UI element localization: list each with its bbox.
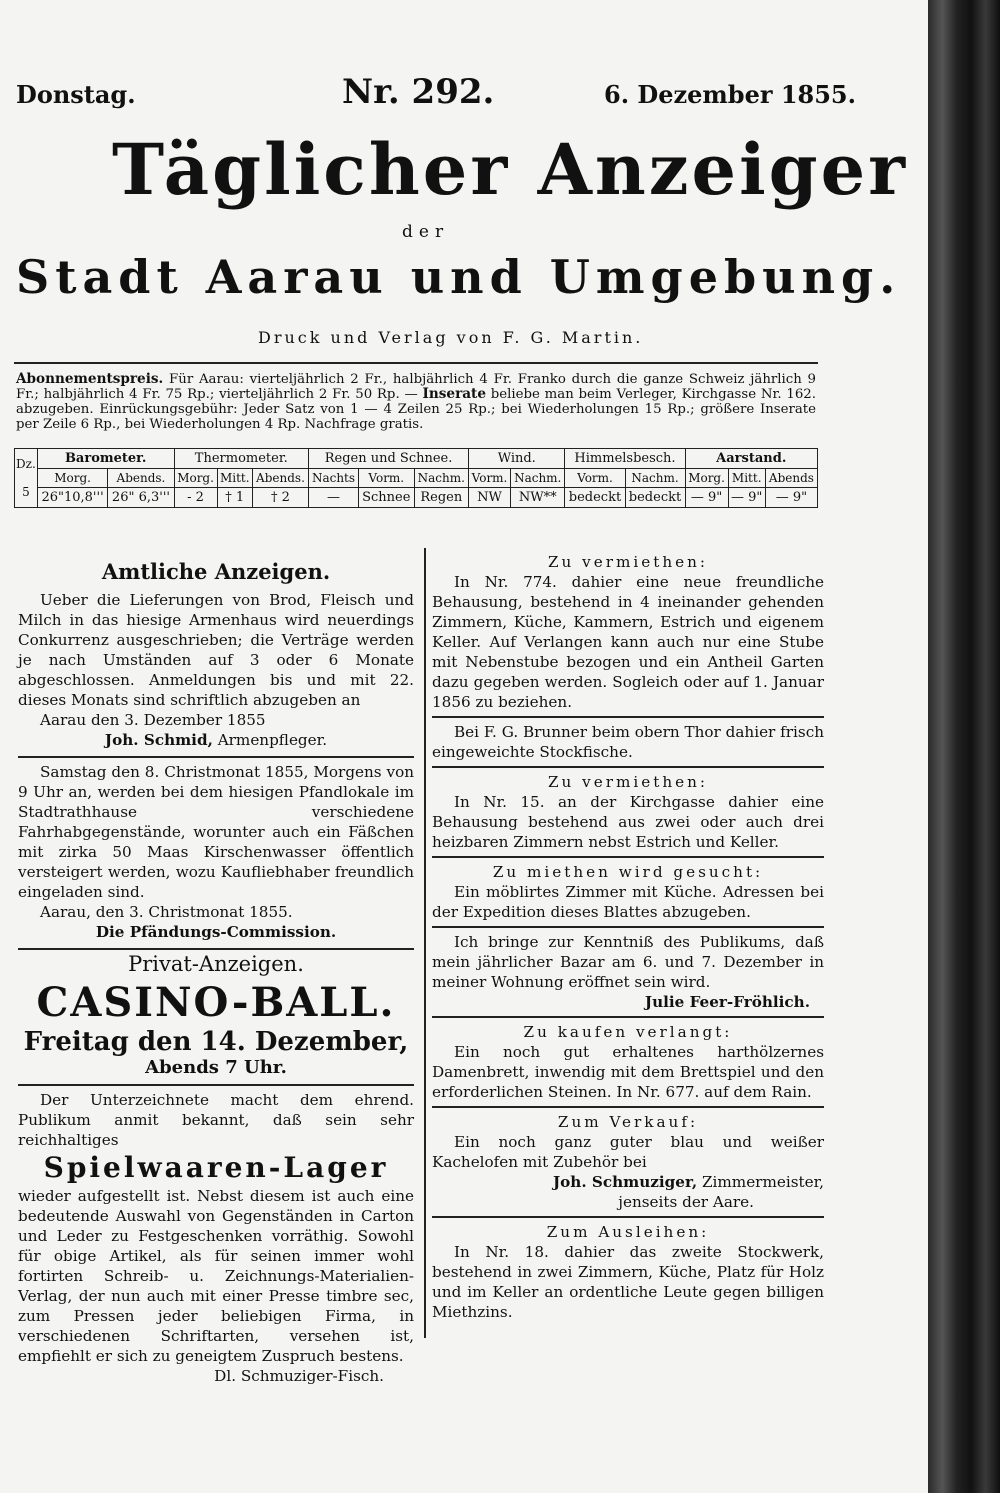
- subscription-info: Abonnementspreis. Für Aarau: vierteljährlich 2 Fr., halbjährlich 4 Fr. Franko durch die ganze Schweiz jährlich 9 Fr.; halbjährlich 4 Fr. 75 Rp.; vierteljährlich 2 Fr. 50 Rp. — Inserate beliebe man beim Verleger, Kirchgasse Nr. 162. abzugeben. Einrückungsgebühr: Jeder Satz von 1 — 4 Zeilen 25 Rp.; bei Wiederholungen 15 Rp.; größere Inserate per Zeile 6 Rp., bei Wiederholungen 4 Rp. Nachfrage gratis.: [16, 371, 816, 432]
- verkauf-title: Zum Verkauf:: [557, 1113, 699, 1131]
- spielwaaren-text: wieder aufgestellt ist. Nebst diesem ist auch eine bedeutende Auswahl von Gegenständen in Carton und Leder zu Festgeschenken vorräthig. Sowohl für obige Artikel, als für seinen immer wohl fortirten Schreib- u. Zeichnungs-Materialien-Verlag, der nun auch mit einer Presse timbre sec, zum Pressen jeder beliebigen Firma, in verschiedenen Schriftarten, versehen ist, empfiehlt er sich zu geneigtem Zuspruch bestens.: [18, 1187, 414, 1365]
- verkauf-text: Ein noch ganz guter blau und weißer Kachelofen mit Zubehör bei: [432, 1133, 824, 1171]
- weather-subhead: Abends.: [108, 469, 174, 488]
- auction-place: Aarau, den 3. Christmonat 1855.: [40, 903, 293, 921]
- issue-day: Donstag.: [16, 80, 136, 109]
- right-column: [432, 552, 824, 1322]
- amtliche-place: Aarau den 3. Dezember 1855: [40, 711, 266, 729]
- vermiethen2-title: Zu vermiethen:: [547, 773, 708, 791]
- weather-value: † 1: [217, 488, 252, 508]
- weather-value: 26" 6,3''': [108, 488, 174, 508]
- weather-value: Schnee: [358, 488, 414, 508]
- weather-head-barometer: Barometer.: [37, 449, 174, 469]
- casino-time: Abends 7 Uhr.: [145, 1057, 287, 1078]
- weather-head-river: Aarstand.: [685, 449, 817, 469]
- divider: [432, 926, 824, 928]
- issue-number: Nr. 292.: [342, 72, 495, 112]
- weather-table: [14, 448, 818, 508]
- casino-ball-title: CASINO-BALL.: [36, 979, 396, 1026]
- divider: [18, 948, 414, 950]
- brunner-ad: Bei F. G. Brunner beim obern Thor dahier frisch eingeweichte Stockfische.: [432, 723, 824, 761]
- weather-value: NW: [469, 488, 511, 508]
- vermiethen1-title: Zu vermiethen:: [547, 553, 708, 571]
- verkauf-signature: Joh. Schmuziger, Zimmermeister,: [552, 1173, 824, 1191]
- spielwaaren-signature: Dl. Schmuziger-Fisch.: [214, 1367, 384, 1385]
- weather-head-precip: Regen und Schnee.: [309, 449, 469, 469]
- privat-title: Privat-Anzeigen.: [128, 952, 304, 976]
- weather-subhead: Mitt.: [728, 469, 765, 488]
- publisher-line: Druck und Verlag von F. G. Martin.: [258, 328, 644, 347]
- vermiethen1-text: In Nr. 774. dahier eine neue freundliche Behausung, bestehend in 4 ineinander gehenden Zimmern, Küche, Kammern, Estrich und eigenem Keller. Auf Verlangen kann auch nur eine Stube mit Nebenstube bezogen und ein Antheil Garten dazu gegeben werden. Sogleich oder auf 1. Januar 1856 zu beziehen.: [432, 573, 824, 711]
- bazar-signature: Julie Feer-Fröhlich.: [644, 993, 810, 1011]
- weather-subhead: Vorm.: [358, 469, 414, 488]
- weather-subhead: Abends.: [252, 469, 308, 488]
- weather-row-label: Dz. 5: [15, 449, 38, 508]
- weather-value: Regen: [414, 488, 468, 508]
- auction-text: Samstag den 8. Christmonat 1855, Morgens von 9 Uhr an, werden bei dem hiesigen Pfandlokale im Stadtrathhause verschiedene Fahrhabgegenstände, worunter auch ein Fäßchen mit zirka 50 Maas Kirschenwasser öffentlich versteigert werden, wozu Kaufliebhaber freundlich eingeladen sind.: [18, 763, 414, 901]
- weather-value: — 9": [728, 488, 765, 508]
- weather-subhead: Nachts: [309, 469, 359, 488]
- casino-date: Freitag den 14. Dezember,: [23, 1027, 409, 1057]
- masthead-subtitle: Stadt Aarau und Umgebung.: [16, 250, 902, 304]
- weather-subhead: Abends: [765, 469, 817, 488]
- weather-head-sky: Himmelsbesch.: [565, 449, 685, 469]
- weather-value: —: [309, 488, 359, 508]
- divider: [432, 856, 824, 858]
- divider: [432, 1216, 824, 1218]
- weather-subhead: Morg.: [37, 469, 108, 488]
- gesucht-title: Zu miethen wird gesucht:: [492, 863, 764, 881]
- kaufen-title: Zu kaufen verlangt:: [523, 1023, 733, 1041]
- issue-date: 6. Dezember 1855.: [604, 80, 856, 109]
- bazar-text: Ich bringe zur Kenntniß des Publikums, daß mein jährlicher Bazar am 6. und 7. Dezember in meiner Wohnung eröffnet sein wird.: [432, 933, 824, 991]
- gesucht-text: Ein möblirtes Zimmer mit Küche. Adressen bei der Expedition dieses Blattes abzugeben.: [432, 883, 824, 921]
- left-column: [18, 559, 414, 1386]
- ausleihen-title: Zum Ausleihen:: [546, 1223, 710, 1241]
- weather-subhead: Morg.: [685, 469, 728, 488]
- divider: [432, 1016, 824, 1018]
- weather-value: — 9": [765, 488, 817, 508]
- masthead-title: Täglicher Anzeiger: [112, 128, 909, 211]
- weather-value: — 9": [685, 488, 728, 508]
- divider: [432, 1106, 824, 1108]
- weather-value: bedeckt: [625, 488, 685, 508]
- book-binding: [928, 0, 1000, 1493]
- weather-subhead: Mitt.: [217, 469, 252, 488]
- weather-value: - 2: [174, 488, 217, 508]
- divider: [18, 756, 414, 758]
- weather-head-wind: Wind.: [469, 449, 565, 469]
- verkauf-place: jenseits der Aare.: [618, 1193, 754, 1211]
- divider: [432, 716, 824, 718]
- divider: [18, 1084, 414, 1086]
- divider: [14, 362, 818, 364]
- divider: [432, 766, 824, 768]
- weather-value: † 2: [252, 488, 308, 508]
- weather-subhead: Nachm.: [510, 469, 564, 488]
- weather-subhead: Morg.: [174, 469, 217, 488]
- amtliche-signature: Joh. Schmid, Armenpfleger.: [104, 731, 328, 749]
- masthead-der: der: [402, 222, 450, 242]
- weather-subhead: Nachm.: [625, 469, 685, 488]
- weather-value: 26"10,8''': [37, 488, 108, 508]
- spielwaaren-title: Spielwaaren-Lager: [43, 1151, 389, 1184]
- amtliche-text: Ueber die Lieferungen von Brod, Fleisch und Milch in das hiesige Armenhaus wird neuerdings Conkurrenz ausgeschrieben; die Verträge werden je nach Umständen auf 3 oder 6 Monate abgeschlossen. Anmeldungen bis und mit 22. dieses Monats sind schriftlich abzugeben an: [18, 591, 414, 709]
- auction-signature: Die Pfändungs-Commission.: [95, 923, 337, 941]
- weather-subhead: Vorm.: [565, 469, 625, 488]
- kaufen-text: Ein noch gut erhaltenes harthölzernes Damenbrett, inwendig mit dem Brettspiel und den erforderlichen Steinen. In Nr. 677. auf dem Rain.: [432, 1043, 824, 1101]
- weather-head-thermometer: Thermometer.: [174, 449, 309, 469]
- vermiethen2-text: In Nr. 15. an der Kirchgasse dahier eine Behausung bestehend aus zwei oder auch drei heizbaren Zimmern nebst Estrich und Keller.: [432, 793, 824, 851]
- amtliche-title: Amtliche Anzeigen.: [101, 559, 331, 584]
- spielwaaren-intro: Der Unterzeichnete macht dem ehrend. Publikum anmit bekannt, daß sein sehr reichhaltiges: [18, 1091, 414, 1149]
- weather-value: bedeckt: [565, 488, 625, 508]
- weather-subhead: Nachm.: [414, 469, 468, 488]
- weather-subhead: Vorm.: [469, 469, 511, 488]
- column-divider: [424, 548, 426, 1338]
- weather-value: NW**: [510, 488, 564, 508]
- ausleihen-text: In Nr. 18. dahier das zweite Stockwerk, bestehend in zwei Zimmern, Küche, Platz für Holz und im Keller an ordentliche Leute gegen billigen Miethzins.: [432, 1243, 824, 1321]
